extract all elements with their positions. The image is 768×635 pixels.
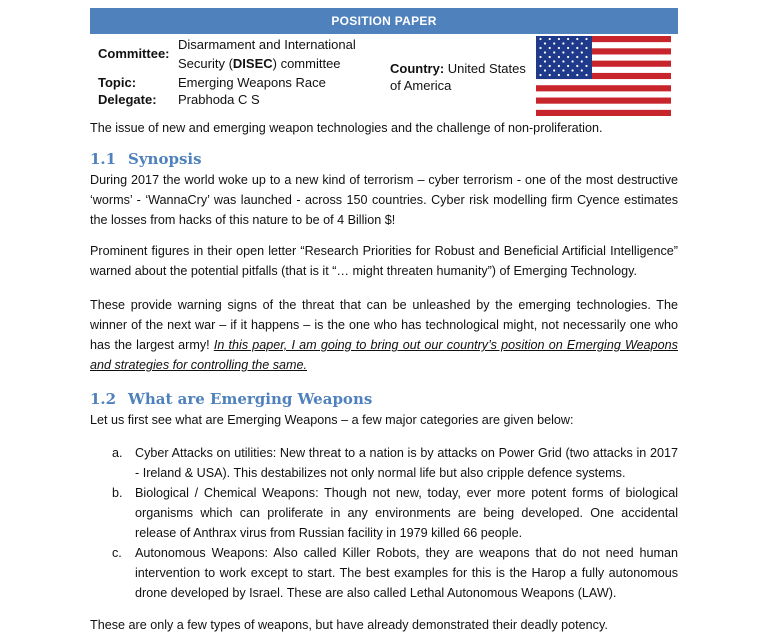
flag-star — [585, 74, 587, 76]
flag-star — [539, 65, 541, 67]
flag-star — [567, 65, 569, 67]
flag-star — [585, 38, 587, 40]
flag-star — [539, 74, 541, 76]
position-paper-banner: POSITION PAPER — [90, 8, 678, 34]
disec-acronym: DISEC — [232, 56, 273, 71]
flag-star — [567, 38, 569, 40]
flag-star — [558, 56, 560, 58]
flag-star — [558, 47, 560, 49]
flag-star — [572, 69, 574, 71]
topic-label: Topic: — [98, 75, 137, 90]
flag-canton — [536, 36, 592, 79]
flag-star — [572, 42, 574, 44]
country-label: Country: — [390, 61, 445, 76]
flag-star — [576, 74, 578, 76]
closing-line: These are only a few types of weapons, but have already demonstrated their deadly potency. — [90, 618, 608, 632]
flag-star — [585, 56, 587, 58]
synopsis-paragraph-2: Prominent figures in their open letter “Research Priorities for Robust and Beneficial Artificial Intelligence” warned about the potential pitfalls (that is it “… might threaten humanity”) of Emerging Technology. — [90, 244, 678, 278]
flag-star — [585, 47, 587, 49]
list-item: a. Cyber Attacks on utilities: New threat to a nation is by attacks on Power Grid (two attacks in 2017 - Ireland & USA). This destabilizes not only normal life but also cripple defence systems. — [112, 446, 678, 480]
section-heading-emerging-weapons: 1.2 What are Emerging Weapons — [90, 390, 373, 408]
flag-star — [549, 56, 551, 58]
flag-star — [581, 42, 583, 44]
committee-value-line1: Disarmament and International — [178, 37, 356, 52]
flag-stripe — [536, 98, 671, 104]
flag-star — [567, 56, 569, 58]
flag-star — [539, 47, 541, 49]
flag-star — [544, 60, 546, 62]
intro-line: The issue of new and emerging weapon technologies and the challenge of non-proliferation. — [90, 121, 603, 135]
flag-star — [576, 47, 578, 49]
flag-star — [581, 51, 583, 53]
flag-stripe — [536, 85, 671, 91]
weapons-list — [90, 443, 678, 603]
section-lead: Let us first see what are Emerging Weapons – a few major categories are given below: — [90, 413, 574, 427]
committee-value-line2: Security (DISEC) committee — [178, 56, 341, 71]
flag-stripe — [536, 91, 671, 97]
flag-stripe — [536, 104, 671, 110]
flag-star — [544, 69, 546, 71]
flag-star — [581, 69, 583, 71]
flag-star — [562, 42, 564, 44]
flag-star — [544, 42, 546, 44]
flag-star — [562, 69, 564, 71]
flag-star — [539, 38, 541, 40]
flag-star — [549, 38, 551, 40]
flag-star — [553, 60, 555, 62]
synopsis-paragraph-1: During 2017 the world woke up to a new kind of terrorism – cyber terrorism - one of the most destructive ‘worms’ - ‘WannaCry’ was launched - across 150 countries. Cyber risk modelling firm Cyence estimates the losses from hacks of this nature to be of 4 Billion $! — [90, 173, 678, 227]
flag-star — [567, 47, 569, 49]
delegate-value: Prabhoda C S — [178, 92, 260, 107]
flag-star — [562, 51, 564, 53]
flag-star — [558, 38, 560, 40]
flag-star — [562, 60, 564, 62]
flag-star — [553, 69, 555, 71]
flag-star — [581, 60, 583, 62]
flag-star — [558, 74, 560, 76]
flag-star — [539, 56, 541, 58]
synopsis-paragraph-3: These provide warning signs of the threat that can be unleashed by the emerging technologies. The winner of the next war – if it happens – is the one who has technological might, not necessarily one who has the largest army! In this paper, I am going to bring out our country’s position on Emerging Weapons and strategies for controlling the same. — [90, 298, 678, 372]
flag-star — [585, 65, 587, 67]
flag-star — [558, 65, 560, 67]
us-flag-image — [536, 36, 671, 116]
flag-star — [576, 38, 578, 40]
flag-stripe — [536, 79, 671, 85]
country-value: United States — [447, 61, 526, 76]
committee-label: Committee: — [98, 46, 170, 61]
flag-star — [576, 65, 578, 67]
flag-star — [572, 60, 574, 62]
flag-star — [553, 51, 555, 53]
flag-star — [549, 65, 551, 67]
position-statement: In this paper, I am going to bring out our country’s position on Emerging Weapons and strategies for controlling the same. — [90, 338, 678, 372]
flag-star — [572, 51, 574, 53]
list-item: b. Biological / Chemical Weapons: Though not new, today, ever more potent forms of biological organisms which can proliferate in any environments are being developed. One accidental release of Anthrax virus from Russian facility in 1979 killed 66 people. — [112, 486, 678, 540]
country-line2: of America — [390, 78, 452, 93]
section-heading-synopsis: 1.1 Synopsis — [90, 150, 202, 168]
flag-star — [549, 47, 551, 49]
flag-star — [576, 56, 578, 58]
list-item: c. Autonomous Weapons: Also called Killer Robots, they are weapons that do not need human intervention to work except to start. The best examples for this is the Harop a fully autonomous drone developed by Israel. These are also called Lethal Autonomous Weapons (LAW). — [112, 546, 678, 600]
flag-star — [567, 74, 569, 76]
flag-star — [549, 74, 551, 76]
flag-star — [553, 42, 555, 44]
topic-value: Emerging Weapons Race — [178, 75, 326, 90]
flag-stripe — [536, 110, 671, 116]
flag-star — [544, 51, 546, 53]
delegate-label: Delegate: — [98, 92, 157, 107]
